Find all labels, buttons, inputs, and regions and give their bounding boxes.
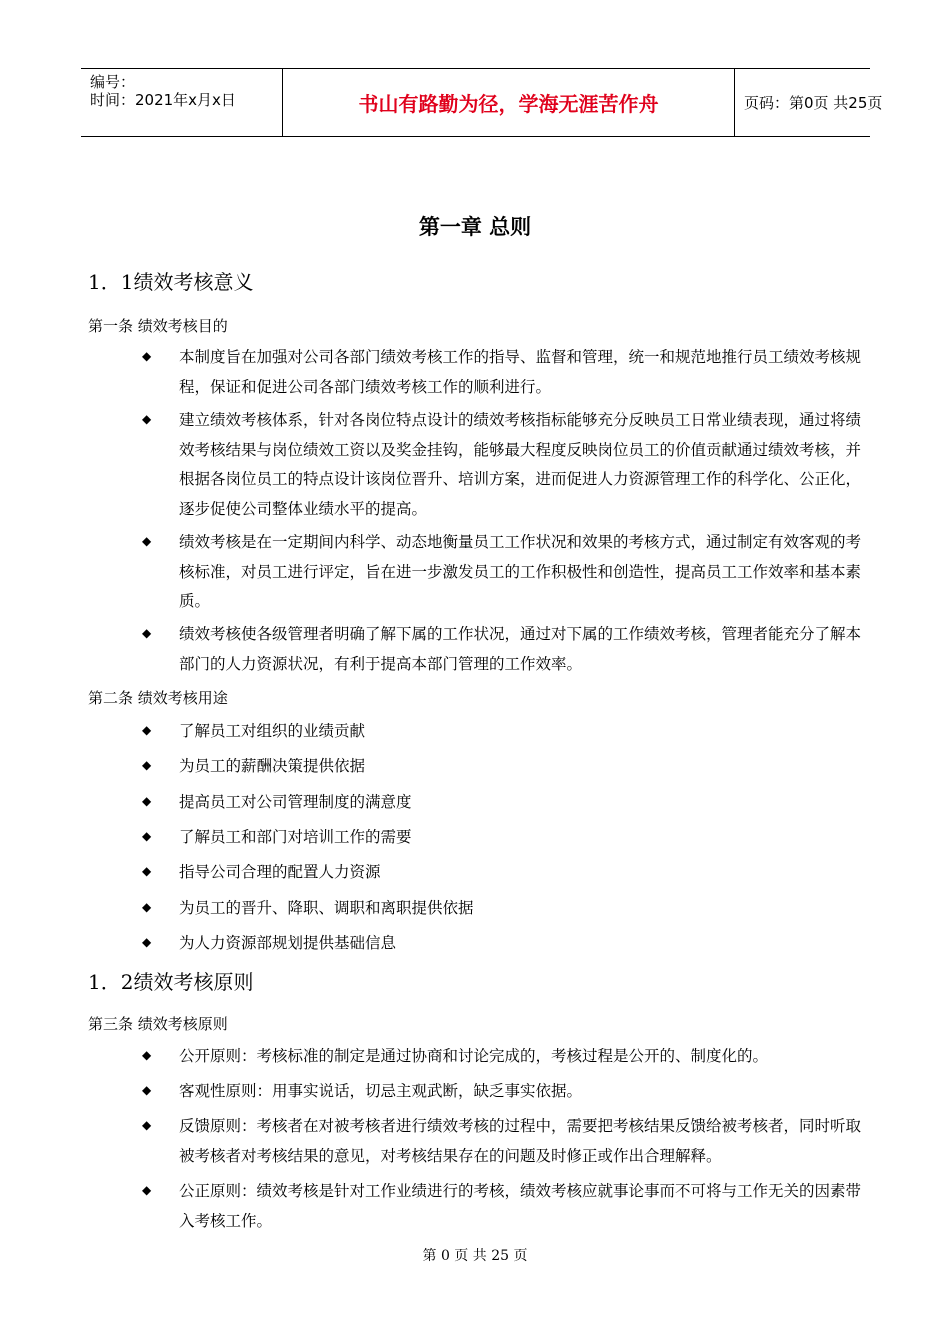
list-item-text: 指导公司合理的配置人力资源 (179, 863, 381, 881)
bullet-diamond-icon: ◆ (142, 829, 152, 843)
bullet-diamond-icon: ◆ (142, 1118, 152, 1132)
list-item-text: 提高员工对公司管理制度的满意度 (179, 793, 412, 811)
list-item-text: 公开原则：考核标准的制定是通过协商和讨论完成的，考核过程是公开的、制度化的。 (179, 1047, 769, 1065)
bullet-diamond-icon: ◆ (142, 864, 152, 878)
header-motto: 书山有路勤为径，学海无涯苦作舟 (358, 92, 659, 116)
list-item-text: 公正原则：绩效考核是针对工作业绩进行的考核，绩效考核应就事论事而不可将与工作无关的因素带入考核工作。 (179, 1182, 862, 1230)
header-motto-cell (283, 69, 735, 136)
page-header-table (81, 68, 883, 137)
header-meta-cell (81, 69, 283, 136)
list-item-text: 本制度旨在加强对公司各部门绩效考核工作的指导、监督和管理，统一和规范地推行员工绩效考核规程，保证和促进公司各部门绩效考核工作的顺利进行。 (179, 348, 862, 396)
list-item-text: 为员工的晋升、降职、调职和离职提供依据 (179, 899, 474, 917)
header-page-info: 页码：第0页 共25页 (744, 94, 883, 112)
bullet-diamond-icon: ◆ (142, 349, 152, 363)
list-item-text: 为人力资源部规划提供基础信息 (179, 934, 397, 952)
list-item-text: 建立绩效考核体系，针对各岗位特点设计的绩效考核指标能够充分反映员工日常业绩表现，通过将绩效考核结果与岗位绩效工资以及奖金挂钩，能够最大程度反映岗位员工的价值贡献通过绩效考核，并根据各岗位员工的特点设计该岗位晋升、培训方案，进而促进人力资源管理工作的科学化、公正化，逐步促使公司整体业绩水平的提高。 (179, 411, 862, 518)
list-item-text: 为员工的薪酬决策提供依据 (179, 757, 366, 775)
section-title: 1．1绩效考核意义 (88, 270, 254, 294)
bullet-diamond-icon: ◆ (142, 1183, 152, 1197)
article-title: 第三条 绩效考核原则 (88, 1015, 228, 1033)
list-item-text: 客观性原则：用事实说话，切忌主观武断，缺乏事实依据。 (179, 1082, 583, 1100)
bullet-diamond-icon: ◆ (142, 412, 152, 426)
bullet-diamond-icon: ◆ (142, 723, 152, 737)
bullet-diamond-icon: ◆ (142, 534, 152, 548)
bullet-diamond-icon: ◆ (142, 1048, 152, 1062)
article-title: 第一条 绩效考核目的 (88, 317, 228, 335)
chapter-title: 第一章 总则 (418, 215, 532, 239)
list-item-text: 反馈原则：考核者在对被考核者进行绩效考核的过程中，需要把考核结果反馈给被考核者，同时听取被考核者对考核结果的意见，对考核结果存在的问题及时修正或作出合理解释。 (179, 1117, 862, 1165)
list-item-text: 绩效考核是在一定期间内科学、动态地衡量员工工作状况和效果的考核方式，通过制定有效客观的考核标准，对员工进行评定，旨在进一步激发员工的工作积极性和创造性，提高员工工作效率和基本素质。 (179, 533, 862, 610)
bullet-diamond-icon: ◆ (142, 935, 152, 949)
page-footer: 第 0 页 共 25 页 (422, 1248, 528, 1264)
bullet-diamond-icon: ◆ (142, 794, 152, 808)
bullet-diamond-icon: ◆ (142, 1083, 152, 1097)
list-item-text: 了解员工和部门对培训工作的需要 (179, 828, 412, 846)
bullet-diamond-icon: ◆ (142, 626, 152, 640)
document-number-label: 编号： (90, 73, 136, 91)
article-title: 第二条 绩效考核用途 (88, 689, 228, 707)
bullet-diamond-icon: ◆ (142, 758, 152, 772)
list-item-text: 了解员工对组织的业绩贡献 (179, 722, 366, 740)
header-page-cell (735, 69, 883, 136)
section-title: 1．2绩效考核原则 (88, 970, 254, 994)
bullet-diamond-icon: ◆ (142, 900, 152, 914)
document-date: 时间：2021年x月x日 (90, 91, 236, 109)
list-item-text: 绩效考核使各级管理者明确了解下属的工作状况，通过对下属的工作绩效考核，管理者能充分了解本部门的人力资源状况，有利于提高本部门管理的工作效率。 (179, 625, 862, 673)
